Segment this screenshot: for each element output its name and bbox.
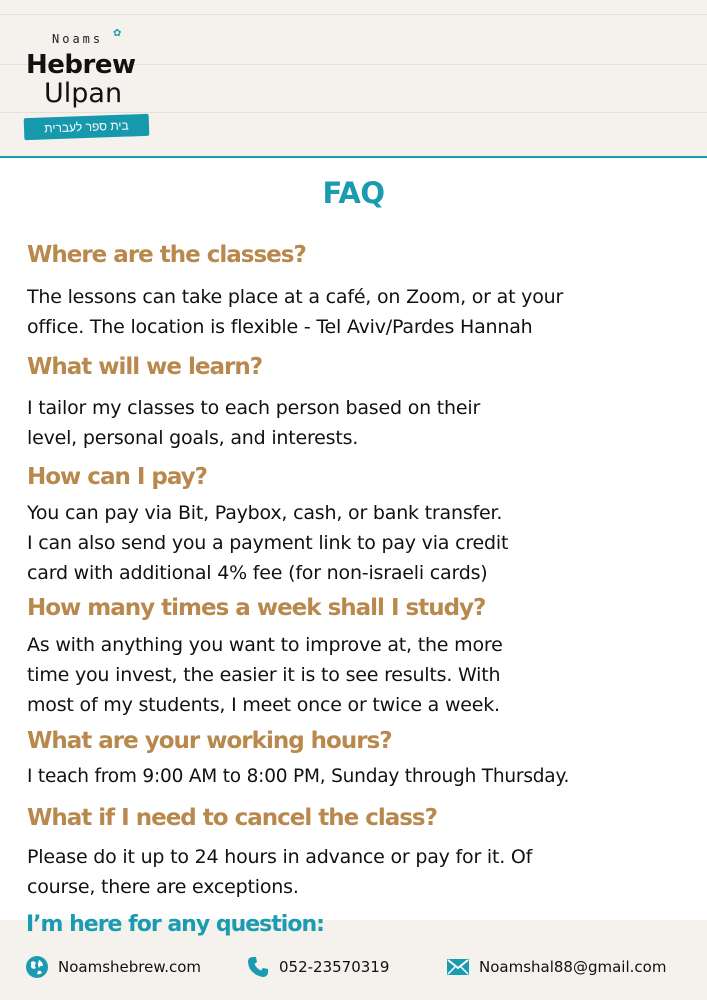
faq-question: What if I need to cancel the class? (27, 805, 437, 831)
faq-question: What will we learn? (27, 354, 263, 380)
email-address[interactable]: Noamshal88@gmail.com (479, 958, 667, 976)
phone-number[interactable]: 052-23570319 (279, 958, 390, 976)
faq-question: Where are the classes? (27, 242, 306, 268)
faq-answer-line: most of my students, I meet once or twice a week. (27, 694, 500, 716)
contact-email[interactable] (445, 954, 666, 980)
faq-answer-line: The lessons can take place at a café, on Zoom, or at your (27, 286, 564, 308)
globe-icon (24, 954, 50, 980)
faq-answer (27, 842, 532, 902)
faq-answer-line: You can pay via Bit, Paybox, cash, or bank transfer. (27, 502, 503, 524)
faq-answer (27, 630, 503, 720)
faq-answer (27, 498, 508, 588)
faq-answer-line: I teach from 9:00 AM to 8:00 PM, Sunday through Thursday. (27, 766, 570, 787)
contact-title: I’m here for any question: (26, 912, 324, 937)
contact-phone[interactable] (245, 954, 389, 980)
faq-question: How can I pay? (27, 464, 208, 490)
website-link[interactable]: Noamshebrew.com (58, 958, 202, 976)
logo (24, 28, 154, 143)
faq-question: What are your working hours? (27, 728, 392, 754)
page-title: FAQ (322, 176, 385, 210)
faq-answer (27, 393, 480, 453)
logo-banner: בית ספר לעברית (24, 114, 150, 140)
contact-website[interactable] (24, 954, 201, 980)
faq-answer-line: I can also send you a payment link to pay via credit (27, 532, 509, 554)
faq-answer-line: As with anything you want to improve at, the more (27, 634, 503, 656)
faq-answer-line: Please do it up to 24 hours in advance or pay for it. Of (27, 846, 533, 868)
faq-answer-line: I tailor my classes to each person based on their (27, 397, 481, 419)
logo-small-name: Noams (52, 32, 104, 46)
logo-line-hebrew: Hebrew (26, 50, 136, 80)
faq-answer-line: level, personal goals, and interests. (27, 427, 359, 449)
faq-answer-line: course, there are exceptions. (27, 876, 299, 898)
mail-icon (445, 954, 471, 980)
faq-answer (27, 762, 569, 792)
faq-title-band (0, 156, 707, 228)
faq-answer-line: time you invest, the easier it is to see results. With (27, 664, 501, 686)
logo-line-ulpan: Ulpan (44, 78, 123, 109)
faq-question: How many times a week shall I study? (27, 595, 486, 621)
faq-answer-line: office. The location is flexible - Tel Aviv/Pardes Hannah (27, 316, 533, 338)
phone-icon (245, 954, 271, 980)
faq-answer-line: card with additional 4% fee (for non-israeli cards) (27, 562, 488, 584)
faq-answer (27, 282, 563, 342)
bird-icon: ✿ (113, 28, 122, 39)
